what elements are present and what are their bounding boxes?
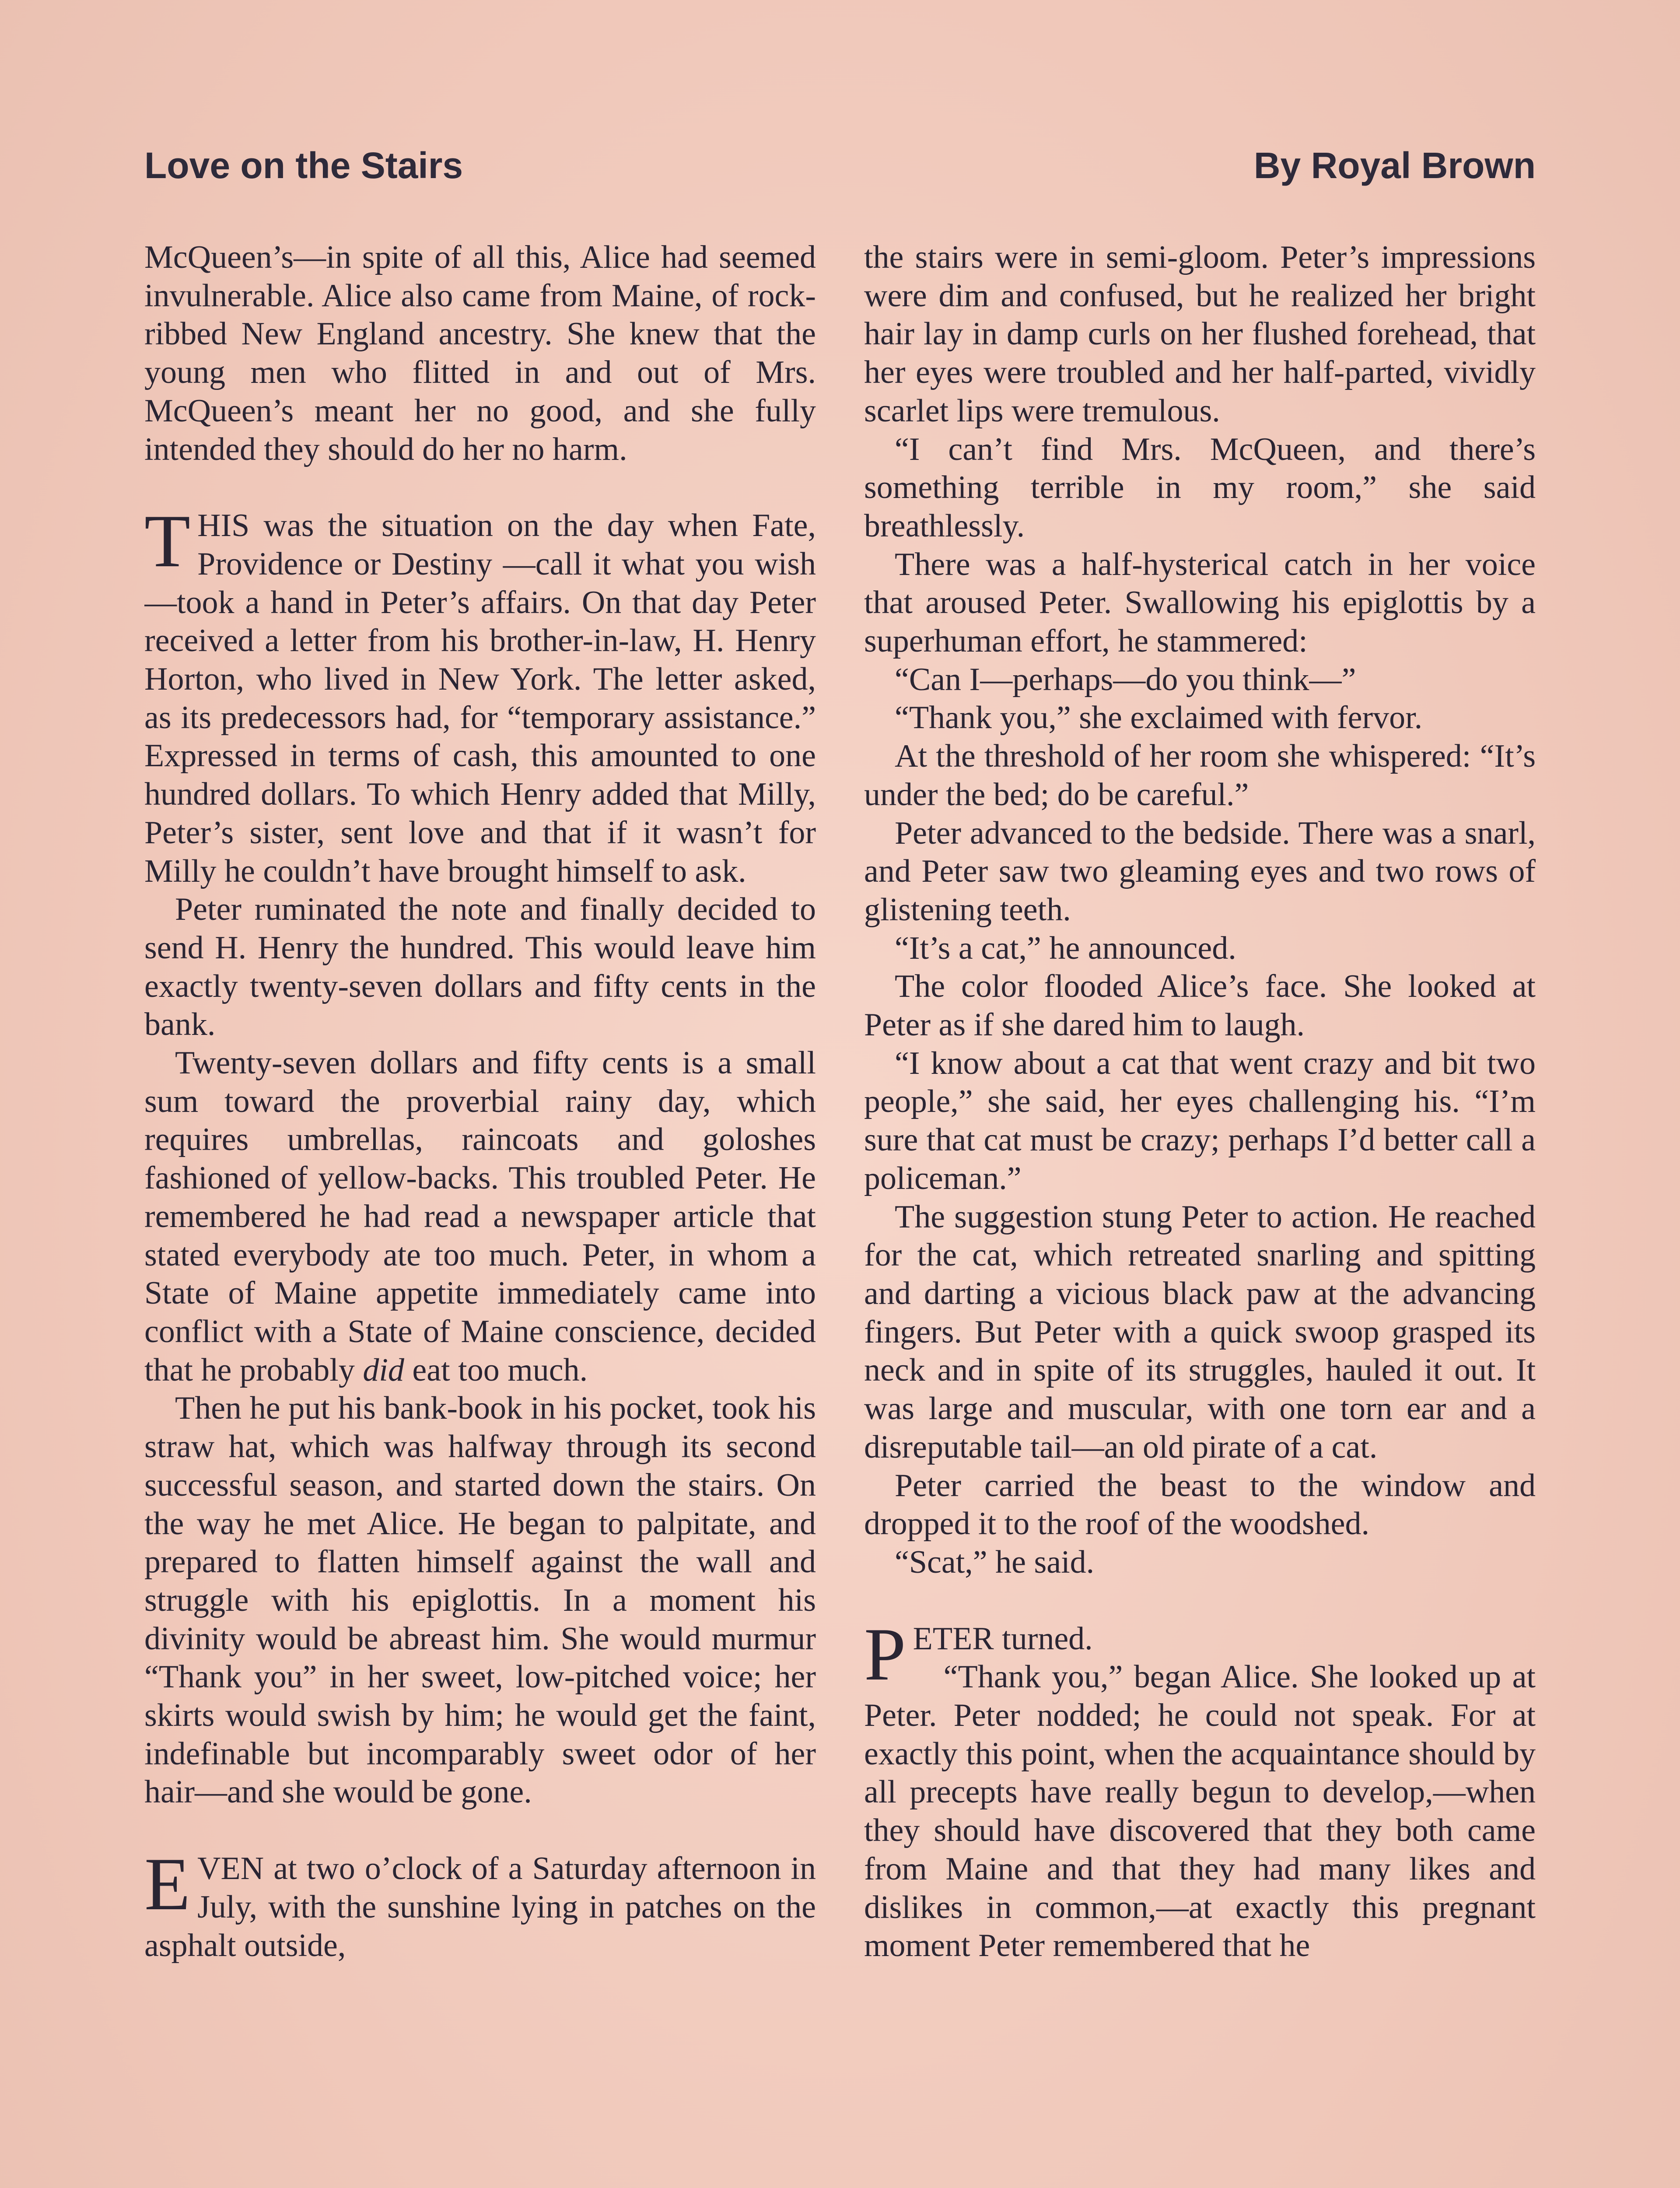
author-byline: By Royal Brown <box>1253 145 1536 186</box>
paragraph: “Can I—perhaps—do you think—” <box>895 661 1356 698</box>
paragraph: “I know about a cat that went crazy and bit two people,” she said, her eyes challenging his. “I’m sure that cat must be crazy; perhaps I’d better call a policeman.” <box>864 1045 1536 1196</box>
drop-cap: T <box>144 500 191 583</box>
paragraph: Then he put his bank-book in his pocket, took his straw hat, which was halfway through its second successful season, and started down the stairs. On the way he met Alice. He began to palpitate, and prepared to flatten himself against the wall and struggle with his epiglottis. In a moment his divinity would be abreast him. She would murmur “Thank you” in her sweet, low-pitched voice; her skirts would swish by him; he would get the faint, indefinable but incomparably sweet odor of her hair—and she would be gone. <box>144 1390 816 1810</box>
paragraph: “Scat,” he said. <box>895 1544 1095 1580</box>
story-title: Love on the Stairs <box>144 145 463 186</box>
paragraph: Peter ruminated the note and finally decided to send H. Henry the hundred. This would leave him exactly twenty-seven dollars and fifty cents in the bank. <box>144 891 816 1043</box>
paragraph: Peter carried the beast to the window and dropped it to the roof of the woodshed. <box>864 1467 1536 1542</box>
paragraph: “I can’t find Mrs. McQueen, and there’s something terrible in my room,” she said breathlessly. <box>864 431 1536 544</box>
paragraph: The color flooded Alice’s face. She looked at Peter as if she dared him to laugh. <box>864 968 1536 1043</box>
paragraph <box>144 1044 816 1389</box>
italic-word: did <box>363 1352 404 1388</box>
paragraph: Peter advanced to the bedside. There was a snarl, and Peter saw two gleaming eyes and two rows of glistening teeth. <box>864 815 1536 928</box>
drop-cap: E <box>144 1843 191 1926</box>
paragraph-with-dropcap <box>864 1613 1536 1696</box>
right-column <box>864 238 1536 2188</box>
running-header <box>144 144 1536 201</box>
paragraph-with-dropcap <box>144 500 816 891</box>
left-column <box>144 238 816 2188</box>
paragraph: McQueen’s—in spite of all this, Alice had seemed invulnerable. Alice also came from Maine, of rock-ribbed New England ancestry. She knew that the young men who flitted in and out of Mrs. McQueen’s meant her no good, and she fully intended they should do her no harm. <box>144 239 816 467</box>
paragraph-with-dropcap <box>144 1843 816 1965</box>
paragraph: There was a half-hysterical catch in her voice that aroused Peter. Swallowing his epiglottis by a superhuman effort, he stammered: <box>864 546 1536 659</box>
paragraph: “Thank you,” began Alice. She looked up at Peter. Peter nodded; he could not speak. For at exactly this point, when the acquaintance should by all precepts have really begun to develop,—when they should have discovered that they both came from Maine and that they had many likes and dislikes in common,—at exactly this pregnant moment Peter remembered that he <box>864 1659 1536 1964</box>
paragraph: “It’s a cat,” he announced. <box>895 930 1236 966</box>
paragraph-text: HIS was the situation on the day when Fate, Providence or Destiny —call it what you wish—took a hand in Peter’s affairs. On that day Peter received a letter from his brother-in-law, H. Henry Horton, who lived in New York. The letter asked, as its predecessors had, for “temporary assistance.” Expressed in terms of cash, this amounted to one hundred dollars. To which Henry added that Milly, Peter’s sister, sent love and that if it wasn’t for Milly he couldn’t have brought himself to ask. <box>144 508 816 889</box>
drop-cap: P <box>864 1613 906 1696</box>
paragraph: At the threshold of her room she whispered: “It’s under the bed; do be careful.” <box>864 738 1536 813</box>
paragraph: the stairs were in semi-gloom. Peter’s impressions were dim and confused, but he realized her bright hair lay in damp curls on her flushed forehead, that her eyes were troubled and her half-parted, vividly scarlet lips were tremulous. <box>864 239 1536 429</box>
paragraph-text: VEN at two o’clock of a Saturday afternoon in July, with the sunshine lying in patches on the asphalt outside, <box>144 1851 816 1964</box>
paragraph-text: ETER turned. <box>913 1620 1093 1657</box>
paragraph: The suggestion stung Peter to action. He reached for the cat, which retreated snarling and spitting and darting a vicious black paw at the advancing fingers. But Peter with a quick swoop grasped its neck and in spite of its struggles, hauled it out. It was large and muscular, with one torn ear and a disreputable tail—an old pirate of a cat. <box>864 1199 1536 1465</box>
paragraph-text: Twenty-seven dollars and fifty cents is a small sum toward the proverbial rainy day, which requires umbrellas, raincoats and goloshes fashioned of yellow-backs. This troubled Peter. He remembered he had read a newspaper article that stated everybody ate too much. Peter, in whom a State of Maine appetite immediately came into conflict with a State of Maine conscience, decided that he probably <box>144 1045 816 1388</box>
paragraph-text: eat too much. <box>404 1352 588 1388</box>
paragraph: “Thank you,” she exclaimed with fervor. <box>895 700 1423 736</box>
